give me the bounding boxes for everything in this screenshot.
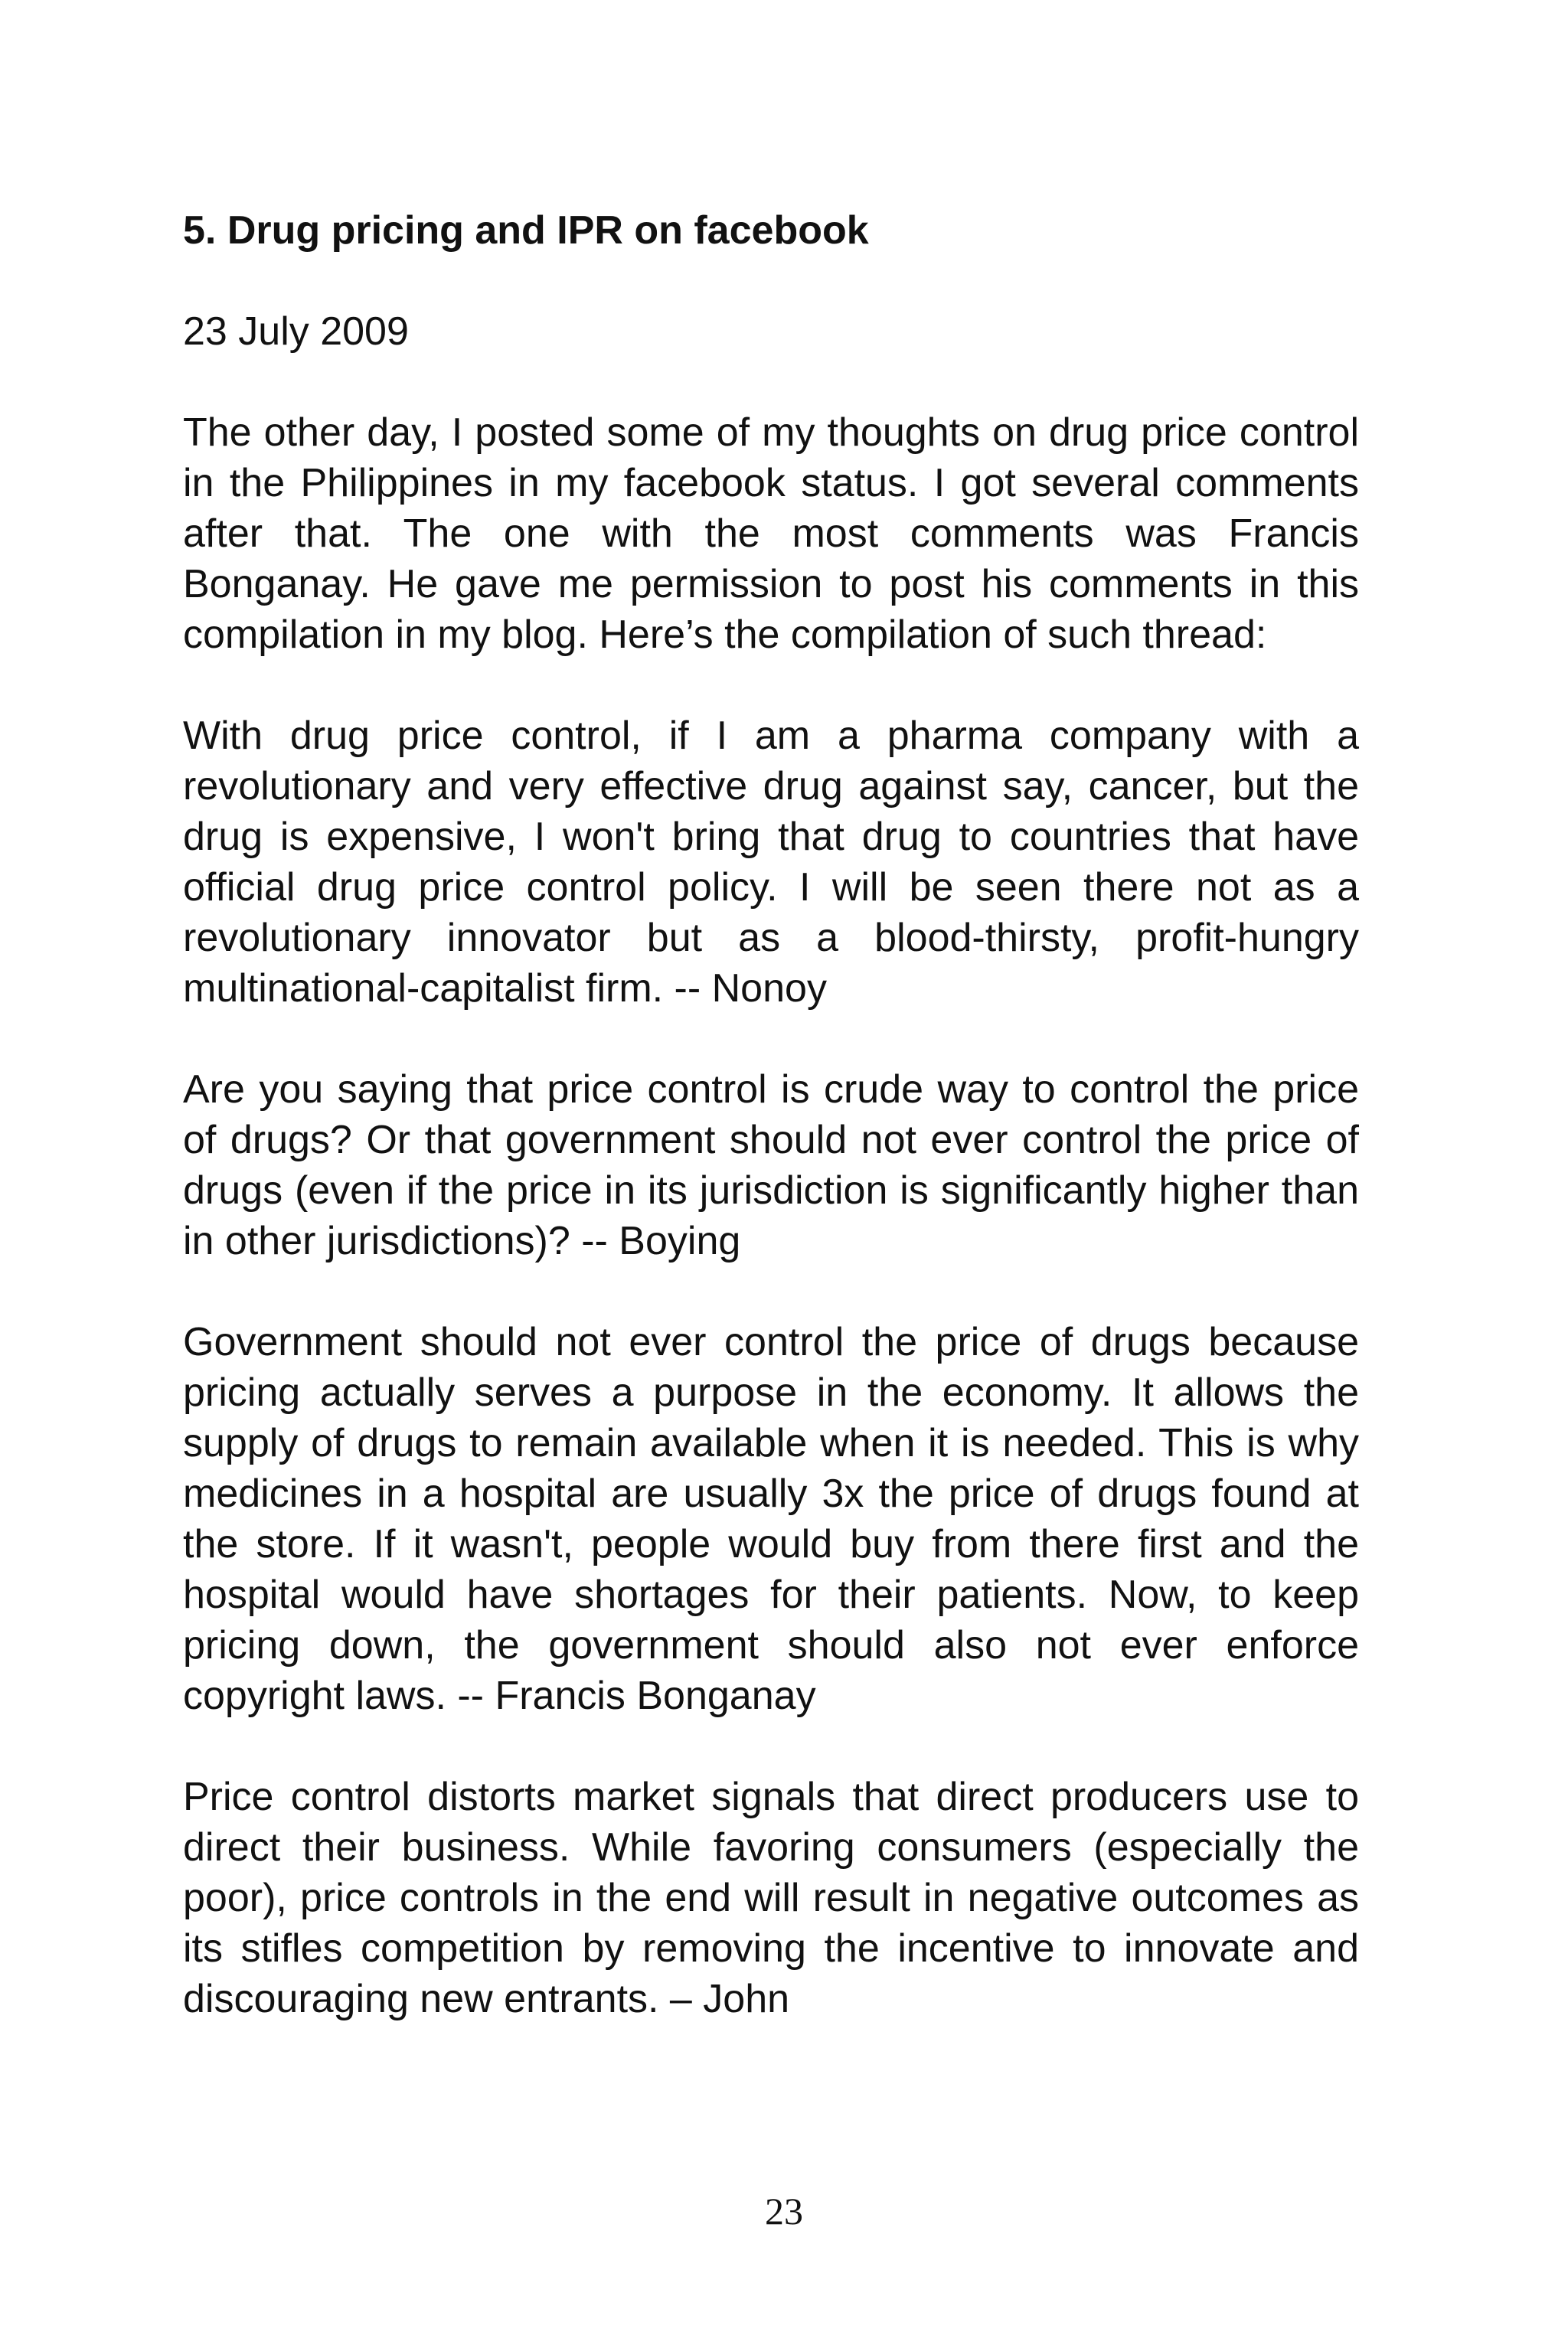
comment-paragraph-nonoy: With drug price control, if I am a pharma company with a revolutionary and very effective drug against say, cancer, but the drug is expensive, I won't bring that drug to countries that have official drug price control policy. I will be seen there not as a revolutionary innovator but as a blood-thirsty, profit-hungry multinational-capitalist firm. -- Nonoy (183, 714, 1359, 1011)
comment-paragraph-john: Price control distorts market signals that direct producers use to direct their business. While favoring consumers (especially the poor), price controls in the end will result in negative outcomes as its stifles competition by removing the incentive to innovate and discouraging new entrants. – John (183, 1775, 1359, 2021)
comment-paragraph-boying: Are you saying that price control is crude way to control the price of drugs? Or that government should not ever control the price of drugs (even if the price in its jurisdiction is significantly higher than in other jurisdictions)? -- Boying (183, 1067, 1359, 1263)
post-date: 23 July 2009 (183, 309, 409, 354)
intro-paragraph: The other day, I posted some of my thoughts on drug price control in the Philippines in my facebook status. I got several comments after that. The one with the most comments was Francis Bonganay. He gave me permission to post his comments in this compilation in my blog. Here’s the compilation of such thread: (183, 410, 1359, 657)
comment-paragraph-francis: Government should not ever control the price of drugs because pricing actually serves a purpose in the economy. It allows the supply of drugs to remain available when it is needed. This is why medicines in a hospital are usually 3x the price of drugs found at the store. If it wasn't, people would buy from there first and the hospital would have shortages for their patients. Now, to keep pricing down, the government should also not ever enforce copyright laws. -- Francis Bonganay (183, 1320, 1359, 1718)
page-number: 23 (765, 2190, 803, 2233)
section-heading: 5. Drug pricing and IPR on facebook (183, 208, 869, 253)
page-content (183, 205, 1359, 2075)
